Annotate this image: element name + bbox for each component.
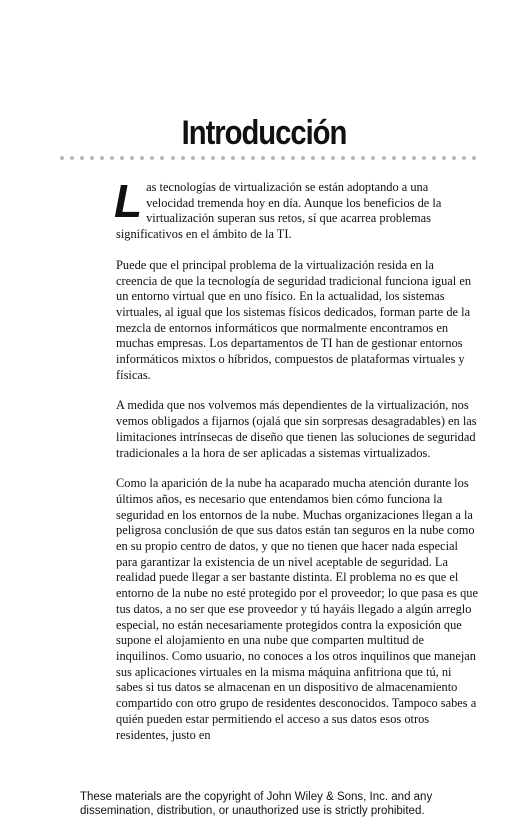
divider-dot [321, 156, 325, 160]
divider-dot [442, 156, 446, 160]
divider-dot [271, 156, 275, 160]
dotted-divider [60, 155, 476, 161]
divider-dot [251, 156, 255, 160]
paragraph-4: Como la aparición de la nube ha acaparado mucha atención durante los últimos años, es necesario que entendamos bien cómo funciona la seguridad en los entornos de la nube. Muchas organizaciones llegan a la peligrosa conclusión de que sus datos están tan seguros en la nube como en su propio centro de datos, y que no tienen que hacer nada especial para garantizar la existencia de un nivel aceptable de seguridad. La realidad puede llegar a ser bastante distinta. El problema no es que el entorno de la nube no esté protegido por el proveedor; lo que pasa es que tus datos, a no ser que ese proveedor y tú hayáis llegado a algún arreglo especial, no están necesariamente protegidos contra la exposición que supone el alojamiento en una nube que comparten multitud de inquilinos. Como usuario, no conoces a los otros inquilinos que manejan sus aplicaciones virtuales en la misma máquina anfitriona que tú, ni sabes si tus datos se almacenan en un dispositivo de almacenamiento compartido con otro grupo de residentes desconocidos. Tampoco sabes a quién pueden estar permitiendo el acceso a sus datos esos otros residentes, justo en [116, 476, 478, 742]
divider-dot [191, 156, 195, 160]
divider-dot [110, 156, 114, 160]
paragraph-2: Puede que el principal problema de la virtualización resida en la creencia de que la tecnología de seguridad tradicional funciona igual en un entorno virtual que en uno físico. En la actualidad, los sistemas virtuales, al igual que los sistemas físicos dedicados, forman parte de la mezcla de entornos informáticos que normalmente encontramos en muchas empresas. Los departamentos de TI han de gestionar entornos informáticos mixtos o híbridos, compuestos de plataformas virtuales y físicas. [116, 257, 472, 382]
divider-dot [432, 156, 436, 160]
divider-dot [462, 156, 466, 160]
divider-dot [281, 156, 285, 160]
page-title: Introducción [181, 113, 347, 152]
divider-dot [100, 156, 104, 160]
divider-dot [331, 156, 335, 160]
paragraph-1-text: as tecnologías de virtualización se están adoptando a una velocidad tremenda hoy en día. Aunque los beneficios de la virtualización superan sus retos, sí que acarrea problemas significativos en el ámbito de la TI. [116, 180, 442, 242]
divider-dot [70, 156, 74, 160]
divider-dot [301, 156, 305, 160]
divider-dot [80, 156, 84, 160]
divider-dot [160, 156, 164, 160]
body-text [114, 175, 478, 758]
divider-dot [351, 156, 355, 160]
divider-dot [130, 156, 134, 160]
divider-dot [241, 156, 245, 160]
divider-dot [361, 156, 365, 160]
paragraph-3: A medida que nos volvemos más dependientes de la virtualización, nos vemos obligados a fijarnos (ojalá que sin sorpresas desagradables) en las limitaciones intrínsecas de diseño que tienen las soluciones de seguridad tradicionales a la hora de ser aplicadas a sistemas virtualizados. [116, 398, 477, 460]
divider-dot [90, 156, 94, 160]
divider-dot [201, 156, 205, 160]
divider-dot [341, 156, 345, 160]
divider-dot [261, 156, 265, 160]
divider-dot [221, 156, 225, 160]
paragraph-1 [114, 175, 478, 243]
divider-dot [211, 156, 215, 160]
divider-dot [60, 156, 64, 160]
divider-dot [150, 156, 154, 160]
divider-dot [140, 156, 144, 160]
divider-dot [171, 156, 175, 160]
divider-dot [382, 156, 386, 160]
divider-dot [422, 156, 426, 160]
divider-dot [311, 156, 315, 160]
divider-dot [472, 156, 476, 160]
copyright-footer: These materials are the copyright of John Wiley & Sons, Inc. and any dissemination, distribution, or unauthorized use is strictly prohibited. [80, 791, 433, 817]
divider-dot [120, 156, 124, 160]
divider-dot [452, 156, 456, 160]
drop-cap: L [114, 175, 143, 227]
divider-dot [291, 156, 295, 160]
divider-dot [181, 156, 185, 160]
divider-dot [231, 156, 235, 160]
divider-dot [402, 156, 406, 160]
divider-dot [392, 156, 396, 160]
divider-dot [371, 156, 375, 160]
divider-dot [412, 156, 416, 160]
